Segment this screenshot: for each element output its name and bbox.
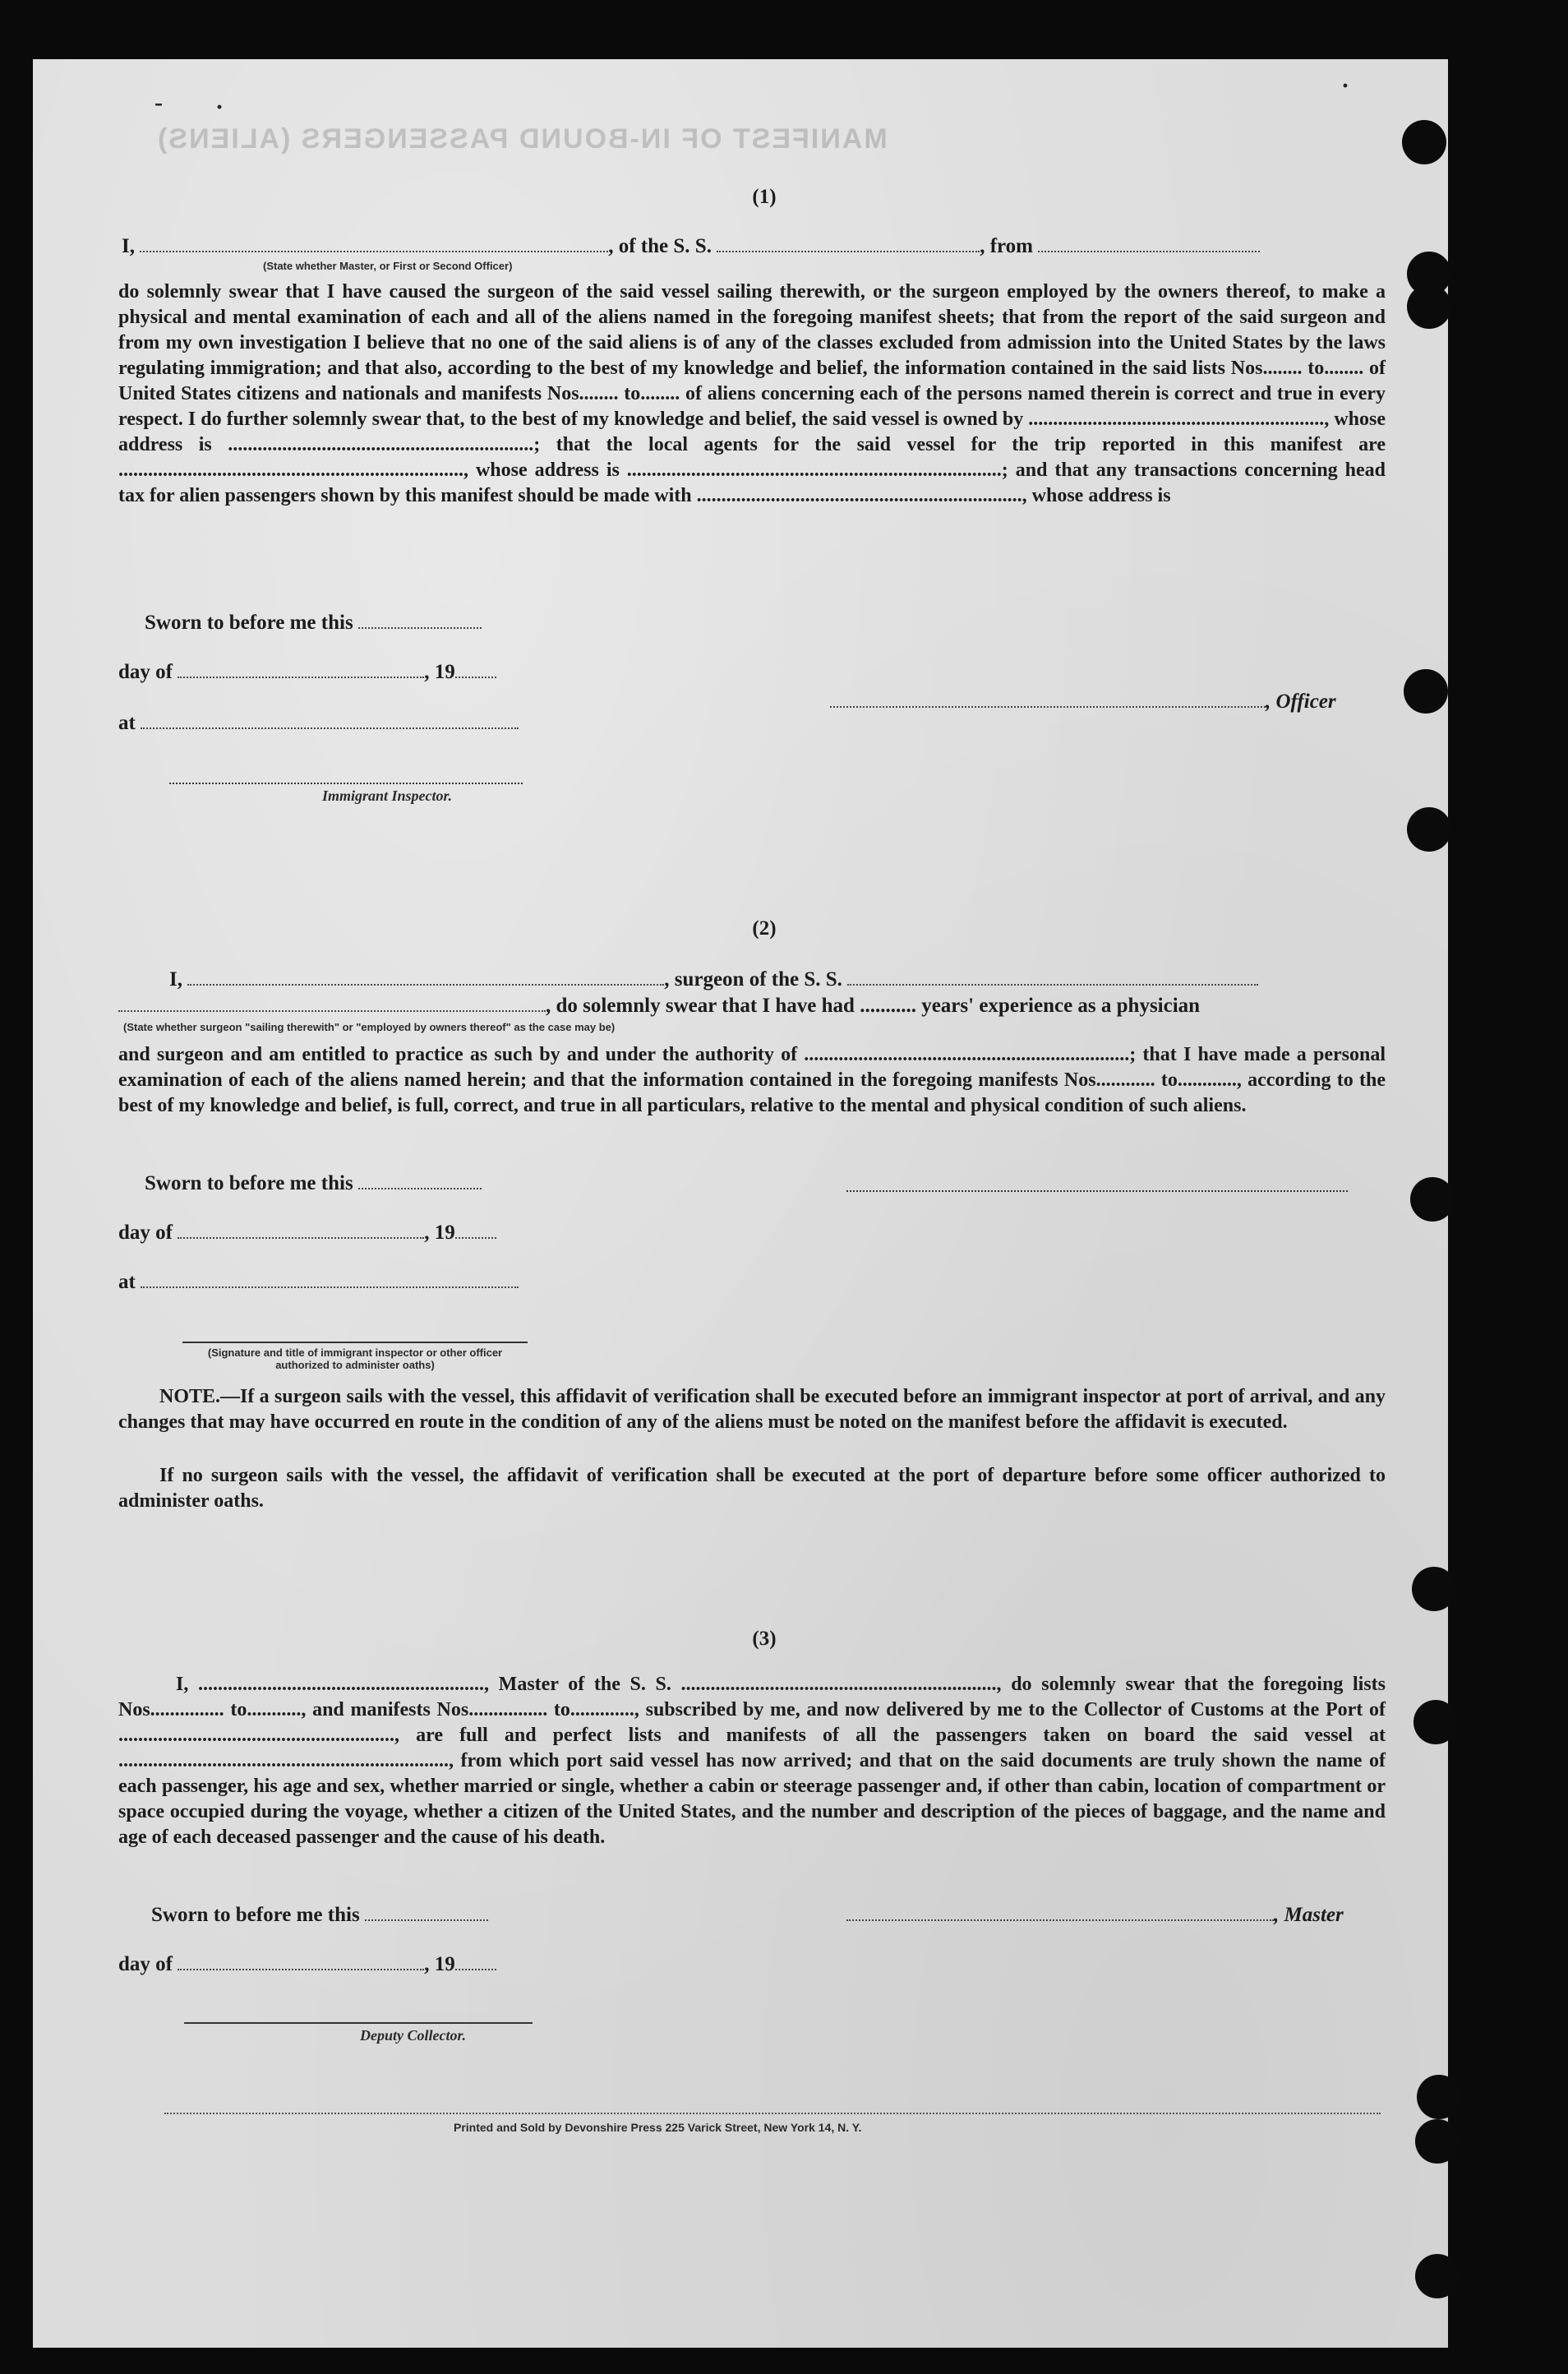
inspector-signature-line [169,783,523,784]
section-1-sworn [145,610,482,635]
corner-mark: - [154,89,163,116]
officer-label: , Officer [1266,690,1336,713]
punch-hole [1410,1177,1455,1222]
section-2-paragraph: and surgeon and am entitled to practice as such by and under the authority of ..................................................................; that I have made a personal examination of each of the aliens named herein; and that the information contained in the foregoing manifests Nos............ to............, according to the best of my knowledge and belief, is full, correct, and true in all particulars, relative to the mental and physical condition of such aliens. [118,1044,1386,1116]
punch-hole [1404,669,1448,714]
section-2-at [118,1269,519,1295]
section-1-at [118,710,519,736]
section-1-day: day of , 19 [118,659,496,685]
blank-officer-name [140,236,608,252]
section-2-number: (2) [752,917,777,940]
section-2-line1 [169,967,1394,992]
punch-hole [1417,2075,1461,2119]
administering-officer-line [182,1342,528,1343]
punch-hole [1407,284,1451,329]
section-3-signer: Deputy Collector. [360,2027,466,2044]
punch-hole [1415,2119,1460,2164]
note-text-1: —If a surgeon sails with the vessel, this affidavit of verification shall be executed before an immigrant inspector at port of arrival, and any changes that may have occurred en route in the condition of any of the aliens must be noted on the manifest before the affidavit is executed. [118,1386,1386,1433]
surgeon-signature-line [846,1190,1348,1192]
printer-imprint: Printed and Sold by Devonshire Press 225 Varick Street, New York 14, N. Y. [454,2121,862,2134]
blank-sworn-day [358,612,482,629]
blank-surgeon-type [118,995,546,1012]
section-3-master-line [846,1902,1344,1928]
section-2-signer-caption: (Signature and title of immigrant inspector or other officer authorized to administer oaths) [207,1346,503,1371]
blank-year [455,662,496,678]
blank-sworn-day [365,1905,488,1921]
master-label: , Master [1274,1904,1344,1926]
note-label: NOTE. [159,1386,221,1407]
section-1-caption: (State whether Master, or First or Second Officer) [263,260,513,272]
section-1-i: I, [122,235,135,257]
surgeon-label: , surgeon of the S. S. [664,968,842,991]
blank-year [455,1222,496,1239]
note-paragraph-2: If no surgeon sails with the vessel, the affidavit of verification shall be executed at the port of departure before some officer authorized to administer oaths. [118,1465,1386,1512]
blank-month [178,1954,424,1970]
sworn-label: Sworn to before me this [145,612,353,634]
punch-hole [1407,807,1451,852]
blank-year [455,1954,496,1970]
section-3-number: (3) [752,1628,777,1650]
blank-month [178,1222,424,1239]
section-3-sworn [151,1902,488,1928]
year-prefix: 19 [434,1222,455,1244]
day-of-label: day of [118,1953,173,1975]
deputy-collector-line [184,2022,533,2024]
year-prefix: 19 [434,661,455,683]
surgeon-oath: , do solemnly swear that I have had ........... years' experience as a physician [546,995,1201,1017]
footer-rule [164,2113,1381,2114]
section-3-day: day of , 19 [118,1951,496,1977]
at-label: at [118,712,136,734]
section-1-line1 [122,233,1394,259]
manifest-page [33,59,1448,2348]
section-2-line2 [118,993,1400,1018]
section-2-sworn [145,1171,482,1196]
blank-master-signature [846,1905,1274,1921]
section-1-signer: Immigrant Inspector. [322,787,453,804]
blank-surgeon-vessel [847,969,1258,986]
section-1-number: (1) [752,186,777,208]
at-label: at [118,1271,136,1293]
corner-mark: · [215,94,224,121]
punch-hole [1402,120,1446,164]
blank-sworn-day [358,1173,482,1189]
day-of-label: day of [118,1222,173,1244]
blank-officer-signature [830,691,1266,708]
section-1-ss-label: , of the S. S. [608,235,712,257]
section-2-i: I, [169,968,182,991]
section-3-paragraph: I, .........................................................., Master of the S. S. ................................................................, do solemnly swear that the foregoing lists Nos............... to..........., and manifests Nos................ to............., subscribed by me, and now delivered by me to the Collector of Customs at the Port of ........................................................, are full and perfect lists and manifests of all the passengers taken on board the said vessel at ..................................................................., from which port said vessel has now arrived; and that on the said documents are truly shown the name of each passenger, his age and sex, whether married or single, whether a cabin or steerage passenger and, if other than cabin, location of compartment or space occupied during the voyage, whether a citizen of the United States, and the number and description of the pieces of baggage, and the name and age of each deceased passenger and the cause of his death. [118,1674,1386,1848]
sworn-label: Sworn to before me this [145,1172,353,1194]
note-paragraph-1 [118,1384,1386,1435]
section-1-paragraph: do solemnly swear that I have caused the surgeon of the said vessel sailing therewith, or the surgeon employed by the owners thereof, to make a physical and mental examination of each and all of the aliens named in the foregoing manifest sheets; that from the report of the said surgeon and from my own investigation I believe that no one of the said aliens is of any of the classes excluded from admission into the United States by the laws regulating immigration; and that also, according to the best of my knowledge and belief, the information contained in the said lists Nos........ to........ of United States citizens and nationals and manifests Nos........ to........ of aliens concerning each of the persons named therein is correct and true in every respect. I do further solemnly swear that, to the best of my knowledge and belief, the said vessel is owned by ............................................................, whose address is ..............................................................; that the local agents for the said vessel for the trip reported in this manifest are ......................................................................, whose address is ............................................................................; and that any transactions concerning head tax for alien passengers shown by this manifest should be made with .................................................................., whose address is [118,281,1386,506]
punch-hole [1412,1567,1456,1611]
punch-hole [1415,2254,1460,2298]
year-prefix: 19 [434,1953,455,1975]
section-1-officer-line [830,689,1336,714]
blank-at-place [141,1272,519,1288]
corner-mark: · [1341,72,1350,99]
blank-from-port [1038,236,1260,252]
blank-month [178,662,424,678]
blank-vessel-name [717,236,980,252]
bleed-through-title: MANIFEST OF IN-BOUND PASSENGERS (ALIENS) [156,123,888,155]
section-2-caption: (State whether surgeon "sailing therewith" or "employed by owners thereof" as the case may be) [123,1021,616,1033]
section-1-from-label: , from [980,235,1033,257]
punch-hole [1414,1700,1458,1744]
section-2-day: day of , 19 [118,1220,496,1245]
sworn-label: Sworn to before me this [151,1904,360,1926]
day-of-label: day of [118,661,173,683]
blank-at-place [141,713,519,729]
blank-surgeon-name [187,969,664,986]
